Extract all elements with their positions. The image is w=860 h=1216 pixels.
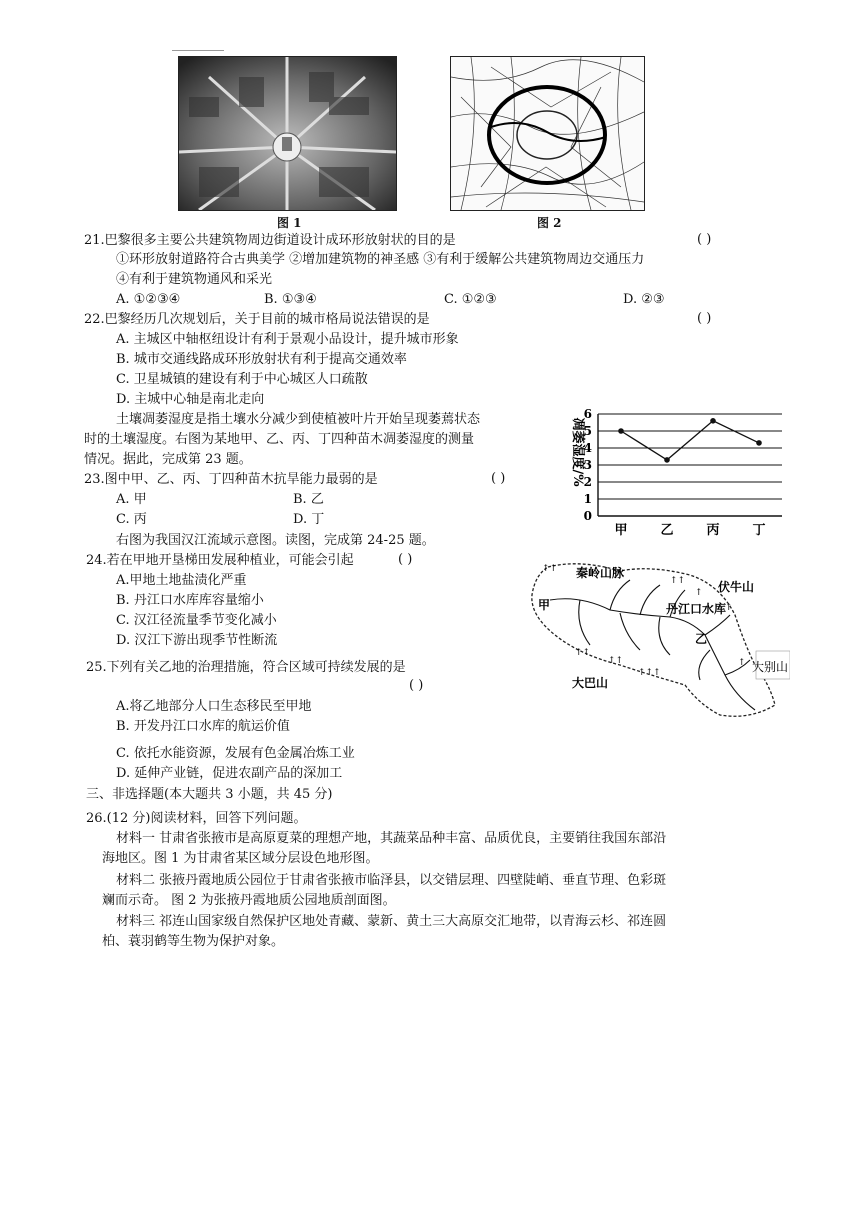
q22-option-b: B. 城市交通线路成环形放射状有利于提高交通效率 [116,352,407,367]
q24-option-c: C. 汉江径流量季节变化减小 [116,613,277,628]
svg-text:↑: ↑ [695,588,703,598]
chart-data-point [618,428,624,434]
map-label-funiu: 伏牛山 [718,580,755,594]
q21-option-a: A. ①②③④ [116,292,181,307]
chart-x-tick-label: 丁 [752,523,766,538]
q25-option-c: C. 依托水能资源，发展有色金属冶炼工业 [116,746,355,761]
q24-option-b: B. 丹江口水库库容量缩小 [116,593,264,608]
chart-x-tick-label: 甲 [614,523,628,538]
map-label-dabie: 大别山 [752,660,789,674]
q23-intro-line3: 情况。据此，完成第 23 题。 [84,452,252,467]
q21-stem: 21.巴黎很多主要公共建筑物周边街道设计成环形放射状的目的是 [84,233,456,248]
q22-option-d: D. 主城中心轴是南北走向 [116,392,265,407]
q23-option-c: C. 丙 [116,512,147,527]
q21-option-d: D. ②③ [623,292,665,307]
q22-answer-bracket: ( ) [697,311,712,326]
chart-data-point [710,418,716,424]
q26-material3-line1: 材料三 祁连山国家级自然保护区地处青藏、蒙新、黄土三大高原交汇地带，以青海云杉、祁连圆 [116,914,667,929]
chart-data-point [664,457,670,463]
q26-material1-line2: 海地区。图 1 为甘肃省某区域分层设色地形图。 [102,851,379,866]
q22-option-a: A. 主城区中轴枢纽设计有利于景观小品设计，提升城市形象 [116,332,459,347]
q25-stem: 25.下列有关乙地的治理措施，符合区域可持续发展的是 [86,660,406,675]
svg-text:↑↑: ↑↑ [670,576,686,586]
svg-text:↑↑: ↑↑ [575,648,591,658]
q26-material3-line2: 柏、蓑羽鹤等生物为保护对象。 [102,934,285,949]
q25-option-a: A.将乙地部分人口生态移民至甲地 [116,699,312,714]
chart-data-point [756,440,762,446]
q25-answer-bracket: ( ) [409,678,424,693]
svg-text:↑↑↑: ↑↑↑ [638,668,661,678]
q24-25-intro: 右图为我国汉江流域示意图。读图，完成第 24-25 题。 [116,533,435,548]
q25-option-d: D. 延伸产业链，促进农副产品的深加工 [116,766,343,781]
hanjiang-basin-map [520,555,790,725]
svg-text:↑: ↑ [738,658,746,668]
chart-y-tick-label: 5 [583,424,592,438]
q26-material2-line2: 斓而示奇。 图 2 为张掖丹霞地质公园地质剖面图。 [102,893,396,908]
q23-intro-line1: 土壤凋萎湿度是指土壤水分减少到使植被叶片开始呈现萎蔫状态 [116,412,481,427]
q26-stem: 26.(12 分)阅读材料，回答下列问题。 [86,811,307,826]
figure-1-caption: 图 1 [277,216,302,230]
q21-option-c: C. ①②③ [444,292,497,307]
svg-text:↑↑: ↑↑ [542,564,558,574]
q26-material2-line1: 材料二 张掖丹霞地质公园位于甘肃省张掖市临泽县，以交错层理、四壁陡峭、垂直节理、色彩斑 [116,873,667,888]
q21-options-line1: ①环形放射道路符合古典美学 ②增加建筑物的神圣感 ③有利于缓解公共建筑物周边交通压力 [116,252,645,267]
q23-option-a: A. 甲 [116,492,147,507]
chart-y-tick-label: 3 [583,458,592,472]
q23-option-b: B. 乙 [293,492,324,507]
map-label-jia: 甲 [538,598,551,612]
q21-option-b: B. ①③④ [264,292,317,307]
q21-options-line2: ④有利于建筑物通风和采光 [116,272,273,287]
chart-y-tick-label: 4 [583,441,592,455]
svg-text:↑: ↑ [725,603,733,613]
q24-stem: 24.若在甲地开垦梯田发展种植业，可能会引起 [86,553,354,568]
q24-option-d: D. 汉江下游出现季节性断流 [116,633,278,648]
q22-stem: 22.巴黎经历几次规划后，关于目前的城市格局说法错误的是 [84,312,430,327]
q22-option-c: C. 卫星城镇的建设有利于中心城区人口疏散 [116,372,368,387]
chart-y-axis-label: 凋萎湿度/% [570,417,585,487]
q26-material1-line1: 材料一 甘肃省张掖市是高原夏菜的理想产地，其蔬菜品种丰富、品质优良，主要销往我国东部沿 [116,831,667,846]
q23-intro-line2: 时的土壤湿度。右图为某地甲、乙、丙、丁四种苗木凋萎湿度的测量 [84,432,475,447]
q23-option-d: D. 丁 [293,512,325,527]
chart-x-tick-label: 乙 [660,523,674,538]
map-label-yi: 乙 [695,632,708,646]
chart-series-line [621,421,759,460]
section-3-heading: 三、非选择题(本大题共 3 小题，共 45 分) [86,787,333,802]
q24-option-a: A.甲地土地盐渍化严重 [116,573,247,588]
svg-text:↑↑: ↑↑ [608,656,624,666]
chart-y-tick-label: 1 [583,492,592,506]
q23-answer-bracket: ( ) [491,471,506,486]
chart-y-tick-label: 2 [583,475,592,489]
q24-answer-bracket: ( ) [398,552,413,567]
q23-stem: 23.图中甲、乙、丙、丁四种苗木抗旱能力最弱的是 [84,472,378,487]
chart-x-tick-label: 丙 [706,523,720,538]
q25-option-b: B. 开发丹江口水库的航运价值 [116,719,290,734]
map-label-daba: 大巴山 [572,676,609,690]
figure-2-caption: 图 2 [537,216,562,230]
chart-y-tick-label: 0 [583,509,592,523]
q21-answer-bracket: ( ) [697,232,712,247]
map-label-qinling: 秦岭山脉 [576,566,625,580]
figure-2-street-map [450,56,645,211]
map-label-danjiangkou: 丹江口水库 [666,602,727,616]
header-rule [172,50,224,51]
wilting-humidity-chart [558,404,784,538]
chart-y-tick-label: 6 [583,407,592,421]
figure-1-aerial-photo [178,56,397,211]
